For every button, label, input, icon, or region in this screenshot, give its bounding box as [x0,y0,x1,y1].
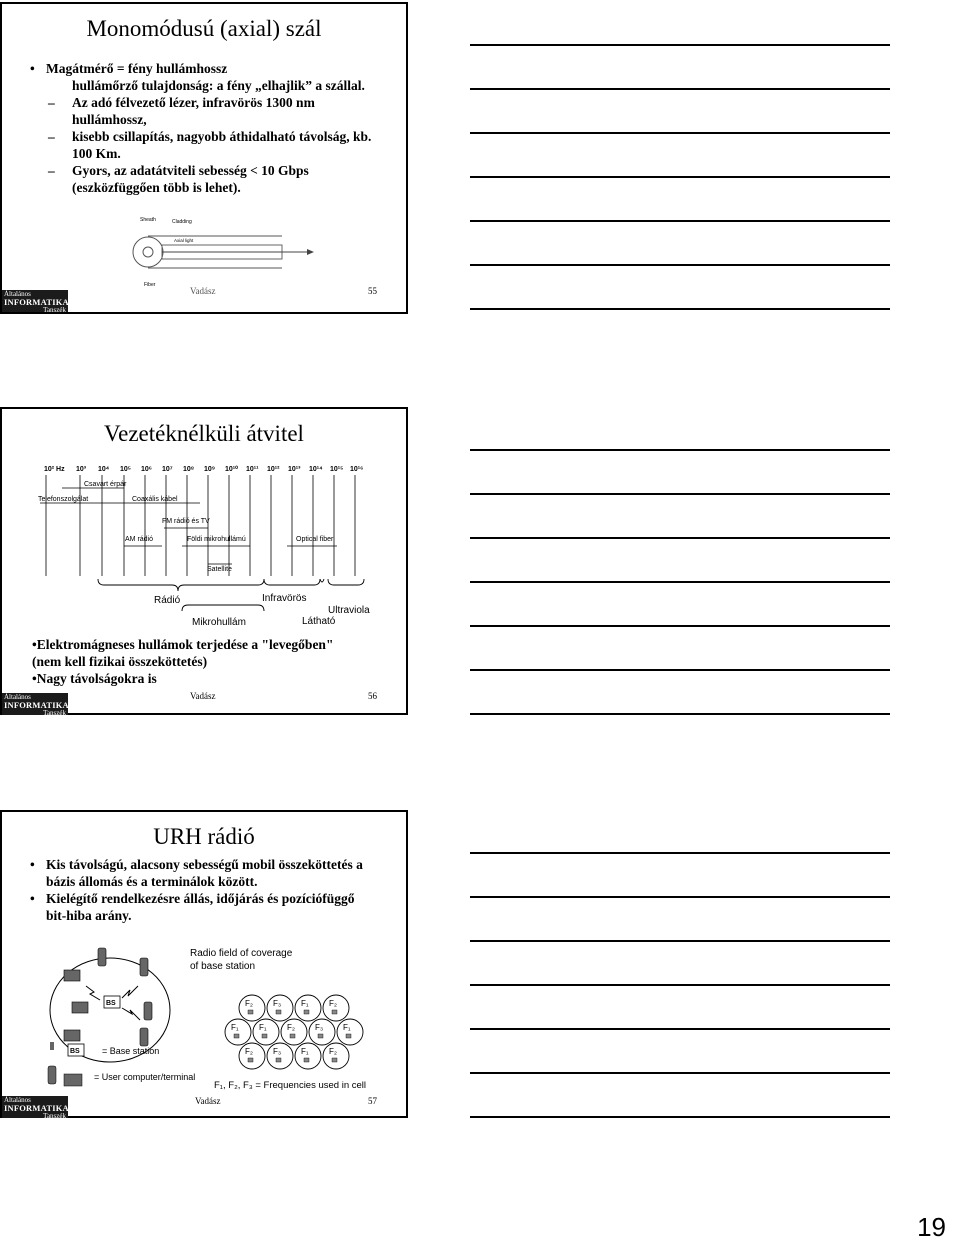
page-number: 19 [917,1212,946,1242]
optical-label: Optical fiber [296,536,334,543]
bullet-item: •Elektromágneses hullámok terjedése a "levegőben" [32,637,334,652]
sub-bullet-item: 100 Km. [72,146,121,161]
footer-page: 55 [368,286,377,296]
slide-title: Vezetéknélküli átvitel [104,421,304,446]
bullet-list [28,60,398,196]
footer-author: Vadász [190,691,216,701]
am-label: AM rádió [125,536,154,543]
bullet-item: • Kis távolságú, alacsony sebességű mobil összeköttetés a [30,857,363,872]
legend-user-terminal: = User computer/terminal [94,1072,196,1082]
spectrum-diagram [32,461,372,631]
cell-freq: F₂ [245,1047,253,1056]
uv-band-label: Ultraviola [328,605,370,616]
department-logo: Általános INFORMATIKAI Tanszék [4,290,73,314]
legend-bs-box: BS [70,1048,80,1055]
freq-label: 10¹² [267,466,280,473]
twisted-pair-label: Csavart érpár [84,481,127,488]
cell-freq: F₂ [287,1023,295,1032]
slide-56 [0,407,408,715]
telephone-label: Telefonszolgálat [38,496,89,503]
cell-freq: F₁ [301,999,309,1008]
legend-frequencies: F₁, F₂, F₃ = Frequencies used in cell [214,1080,366,1091]
freq-label: 10² Hz [44,466,65,473]
sub-bullet-item: hullámhossz, [72,112,147,127]
visible-band-label: Látható [302,616,336,627]
cell-freq: F₁ [301,1047,309,1056]
freq-label: 10⁸ [183,466,195,473]
fm-label: FM rádió és TV [162,518,210,525]
footer-page: 56 [368,691,377,701]
footer-page: 57 [368,1096,377,1106]
freq-label: 10⁴ [98,466,110,473]
freq-label: 10¹³ [288,466,301,473]
sub-bullet-item: – kisebb csillapítás, nagyobb áthidalható távolság, kb. [48,129,372,144]
slide-57 [0,810,408,1118]
cell-freq: F₂ [245,999,253,1008]
sub-bullet-item: – Gyors, az adatátviteli sebesség < 10 Gbps [48,163,309,178]
cell-freq: F₃ [315,1023,324,1032]
coax-label: Coaxális kábel [132,496,178,503]
infrared-band-label: Infravörös [262,593,307,604]
sheath-label: Sheath [140,217,156,223]
cell-freq: F₁ [259,1023,267,1032]
coverage-label: Radio field of coverage [190,948,293,959]
bullet-item: •Nagy távolságokra is [32,671,157,686]
sub-bullet-item: – Az adó félvezető lézer, infravörös 1300 nm [48,95,315,110]
cladding-label: Cladding [172,219,192,225]
axial-light-label: Axial light [174,238,194,243]
slide-title: URH rádió [153,824,255,849]
fiber-label: Fiber [144,282,156,288]
footer-author: Vadász [195,1096,221,1106]
radio-band-label: Rádió [154,595,181,606]
cellular-diagram [42,940,382,1105]
freq-label: 10¹⁰ [225,466,238,473]
freq-label: 10³ [76,466,87,473]
footer-author: Vadász [190,286,216,296]
department-logo: Általános INFORMATIKAI Tanszék [4,693,73,717]
freq-label: 10⁹ [204,466,216,473]
freq-label: 10¹¹ [246,466,259,473]
terrestrial-label: Földi mikrohullámú [187,536,246,543]
legend-base-station: = Base station [102,1046,160,1056]
bullet-item: • Kielégítő rendelkezésre állás, időjárás és pozíciófüggő [30,891,355,906]
bullet-item-cont: (nem kell fizikai összeköttetés) [32,654,208,669]
satellite-label: Satellite [207,566,232,573]
freq-label: 10⁶ [141,466,153,473]
department-logo: Általános INFORMATIKAI Tanszék [4,1096,73,1120]
sub-bullet-item: (eszközfüggően több is lehet). [72,180,241,195]
fiber-diagram [122,212,322,290]
cell-freq: F₁ [343,1023,351,1032]
bullet-list [28,856,398,924]
cell-freq: F₃ [273,999,282,1008]
cell-freq: F₃ [273,1047,282,1056]
sub-bullet-item: hullámőrző tulajdonság: a fény „elhajlik” a szállal. [72,78,365,93]
freq-label: 10⁷ [162,466,173,473]
bs-label: BS [106,1000,116,1007]
cell-freq: F₁ [231,1023,239,1032]
slide-title: Monomódusú (axial) szál [86,16,322,41]
freq-label: 10¹⁵ [330,466,344,473]
slide-55 [0,2,408,314]
bullet-list [32,636,402,687]
freq-label: 10¹⁴ [309,466,323,473]
bullet-item-cont: bit-hiba arány. [46,908,132,923]
cell-freq: F₂ [329,999,337,1008]
freq-label: 10¹⁶ [350,466,364,473]
freq-label: 10⁵ [120,466,132,473]
bullet-item: • Magátmérő = fény hullámhossz [30,61,228,76]
cell-freq: F₂ [329,1047,337,1056]
bullet-item-cont: bázis állomás és a terminálok között. [46,874,258,889]
microwave-band-label: Mikrohullám [192,617,246,628]
coverage-label: of base station [190,961,256,972]
